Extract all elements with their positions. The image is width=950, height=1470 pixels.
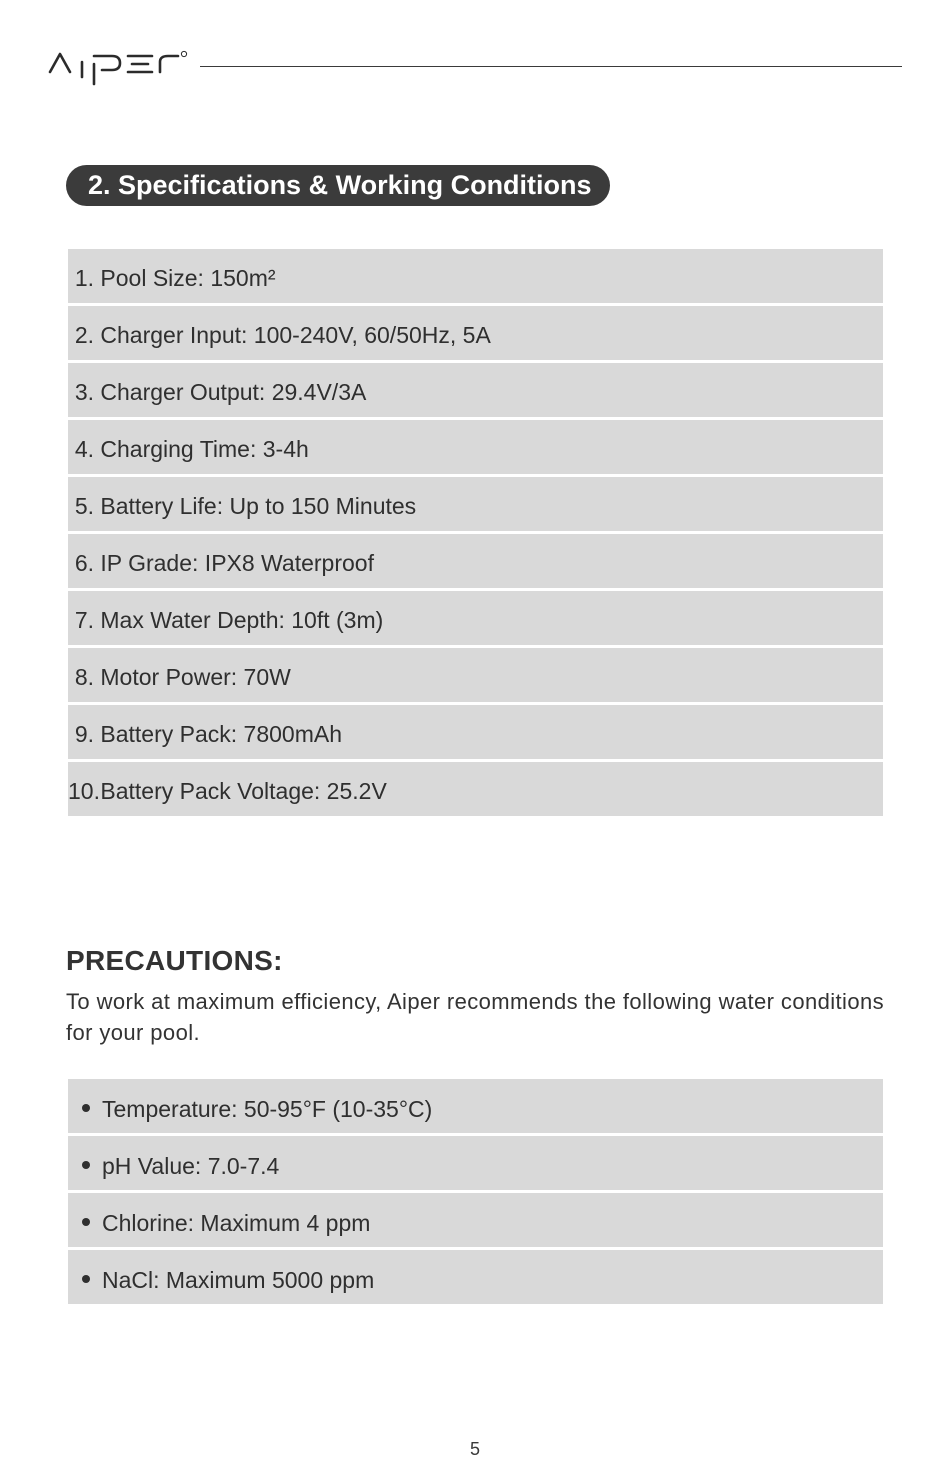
aiper-logo-icon xyxy=(48,44,188,86)
spec-number: 8. xyxy=(74,664,94,690)
spec-text: IP Grade: IPX8 Waterproof xyxy=(100,550,374,576)
spec-number: 6. xyxy=(74,550,94,576)
page-number: 5 xyxy=(469,1439,480,1459)
spec-row xyxy=(68,705,883,759)
spec-number: 3. xyxy=(74,379,94,405)
spec-row xyxy=(68,648,883,702)
condition-text: Temperature: 50-95°F (10-35°C) xyxy=(102,1096,433,1122)
spec-text: Battery Pack: 7800mAh xyxy=(100,721,343,747)
brand-logo xyxy=(48,44,188,86)
spec-text: Max Water Depth: 10ft (3m) xyxy=(100,607,384,633)
spec-text: Charger Input: 100-240V, 60/50Hz, 5A xyxy=(100,322,491,348)
spec-row xyxy=(68,591,883,645)
spec-text: Battery Life: Up to 150 Minutes xyxy=(100,493,417,519)
spec-row xyxy=(68,477,883,531)
bullet-icon xyxy=(82,1161,90,1169)
spec-text: Motor Power: 70W xyxy=(100,664,291,690)
section-title: 2. Specifications & Working Conditions xyxy=(66,165,610,206)
spec-number: 5. xyxy=(74,493,94,519)
spec-number: 4. xyxy=(74,436,94,462)
list-item xyxy=(68,1250,883,1304)
spec-row xyxy=(68,420,883,474)
spec-number: 7. xyxy=(74,607,94,633)
spec-row xyxy=(68,306,883,360)
header-divider xyxy=(200,66,902,67)
spec-row xyxy=(68,762,883,816)
spec-row xyxy=(68,534,883,588)
spec-list xyxy=(68,249,883,819)
spec-number: 10. xyxy=(68,778,100,804)
spec-text: Battery Pack Voltage: 25.2V xyxy=(100,778,387,804)
spec-row xyxy=(68,249,883,303)
precautions-description: To work at maximum efficiency, Aiper recommends the following water conditions for your pool. xyxy=(66,989,884,1045)
list-item xyxy=(68,1193,883,1247)
bullet-icon xyxy=(82,1218,90,1226)
spec-text: Charger Output: 29.4V/3A xyxy=(100,379,367,405)
spec-text: Charging Time: 3-4h xyxy=(100,436,309,462)
bullet-icon xyxy=(82,1275,90,1283)
precautions-heading: PRECAUTIONS: xyxy=(66,945,283,976)
condition-text: pH Value: 7.0-7.4 xyxy=(102,1153,280,1179)
spec-number: 9. xyxy=(74,721,94,747)
spec-text: Pool Size: 150m² xyxy=(100,265,276,291)
water-conditions-list xyxy=(68,1079,883,1307)
condition-text: Chlorine: Maximum 4 ppm xyxy=(102,1210,371,1236)
list-item xyxy=(68,1136,883,1190)
condition-text: NaCl: Maximum 5000 ppm xyxy=(102,1267,375,1293)
spec-number: 2. xyxy=(74,322,94,348)
spec-number: 1. xyxy=(74,265,94,291)
bullet-icon xyxy=(82,1104,90,1112)
spec-row xyxy=(68,363,883,417)
list-item xyxy=(68,1079,883,1133)
